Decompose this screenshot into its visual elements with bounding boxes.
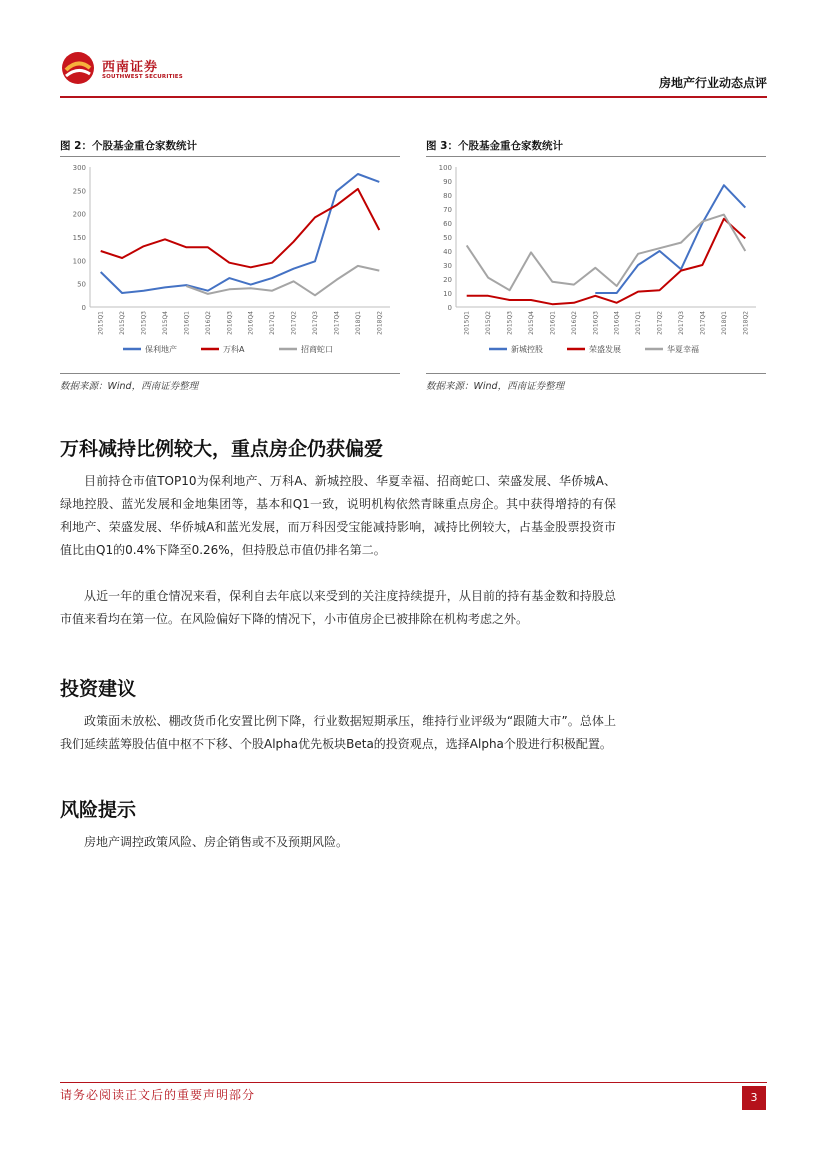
report-category-title: 房地产行业动态点评 — [658, 76, 767, 90]
x-tick-label: 2015Q4 — [528, 311, 535, 335]
paragraph-top10: 目前持仓市值TOP10为保利地产、万科A、新城控股、华夏幸福、招商蛇口、荣盛发展、华侨城A、绿地控股、蓝光发展和金地集团等，基本和Q1一致，说明机构依然青睐重点房企。其中获得增持的有保利地产、荣盛发展、华侨城A和蓝光发展，而万科因受宝能减持影响，减持比例较大，占基金股票投资市值比由Q1的0.4%下降至0.26%，但持股总市值仍排名第二。 — [60, 474, 616, 557]
x-tick-label: 2015Q2 — [485, 311, 493, 335]
series-line-3 — [186, 266, 379, 295]
header-divider — [60, 96, 767, 98]
y-tick-label: 300 — [72, 164, 86, 172]
paragraph-investment: 政策面未放松、棚改货币化安置比例下降，行业数据短期承压，维持行业评级为“跟随大市”。总体上我们延续蓝筹股估值中枢不下移、个股Alpha优先板块Beta的投资观点，选择Alpha个股进行积极配置。 — [60, 714, 616, 751]
x-tick-label: 2015Q3 — [140, 311, 148, 335]
x-tick-label: 2018Q2 — [742, 311, 750, 335]
disclaimer-notice: 请务必阅读正文后的重要声明部分 — [60, 1088, 256, 1102]
x-tick-label: 2016Q4 — [613, 311, 621, 335]
fund-holdings-chart-right — [426, 157, 766, 369]
y-tick-label: 0 — [81, 304, 86, 312]
figure-title: 图 2：个股基金重仓家数统计 — [60, 140, 197, 152]
y-tick-label: 50 — [77, 280, 86, 289]
y-tick-label: 20 — [443, 276, 452, 284]
x-tick-label: 2016Q2 — [570, 311, 578, 335]
legend-label-2: 荣盛发展 — [589, 345, 621, 354]
page-header — [60, 40, 767, 92]
footer-divider — [60, 1082, 767, 1083]
x-tick-label: 2017Q2 — [656, 311, 664, 335]
y-tick-label: 50 — [443, 234, 452, 242]
legend-label-1: 保利地产 — [145, 345, 177, 354]
x-tick-label: 2016Q1 — [549, 311, 557, 335]
figure-2 — [60, 138, 400, 392]
legend-label-3: 招商蛇口 — [301, 345, 333, 354]
x-tick-label: 2017Q4 — [699, 311, 707, 335]
x-tick-label: 2016Q3 — [226, 311, 234, 335]
legend-label-2: 万科A — [223, 345, 245, 354]
x-tick-label: 2015Q3 — [506, 311, 514, 335]
figure-source: 数据来源：Wind，西南证券整理 — [426, 381, 565, 392]
series-line-2 — [467, 219, 746, 304]
paragraph-poly: 从近一年的重仓情况来看，保利自去年底以来受到的关注度持续提升，从目前的持有基金数和持股总市值来看均在第一位。在风险偏好下降的情况下，小市值房企已被排除在机构考虑之外。 — [60, 589, 616, 626]
x-tick-label: 2016Q1 — [183, 311, 191, 335]
y-tick-label: 80 — [443, 192, 452, 200]
y-tick-label: 30 — [443, 262, 452, 270]
x-tick-label: 2017Q3 — [678, 311, 685, 335]
y-tick-label: 10 — [443, 290, 452, 298]
x-tick-label: 2018Q2 — [376, 311, 384, 335]
series-line-3 — [467, 215, 746, 291]
x-tick-label: 2017Q1 — [269, 311, 277, 335]
logo-english-name: SOUTHWEST SECURITIES — [102, 74, 183, 80]
x-tick-label: 2016Q4 — [247, 311, 255, 335]
section-heading-investment: 投资建议 — [60, 678, 137, 700]
y-tick-label: 0 — [447, 304, 452, 312]
y-tick-label: 250 — [72, 187, 86, 196]
x-tick-label: 2017Q4 — [333, 311, 341, 335]
y-tick-label: 60 — [443, 220, 452, 228]
x-tick-label: 2015Q1 — [463, 311, 471, 335]
figure-title: 图 3：个股基金重仓家数统计 — [426, 140, 563, 152]
y-tick-label: 70 — [443, 206, 452, 214]
figure-bottom-rule — [426, 373, 766, 374]
x-tick-label: 2015Q2 — [119, 311, 127, 335]
paragraph-risk: 房地产调控政策风险、房企销售或不及预期风险。 — [84, 835, 349, 849]
x-tick-label: 2017Q2 — [290, 311, 298, 335]
x-tick-label: 2015Q1 — [97, 311, 105, 335]
x-tick-label: 2016Q3 — [592, 311, 600, 335]
x-tick-label: 2018Q1 — [720, 311, 728, 335]
logo-chinese-name: 西南证券 — [102, 60, 159, 75]
logo-emblem-icon — [60, 50, 96, 86]
figure-3 — [426, 138, 766, 392]
legend-label-1: 新城控股 — [511, 345, 543, 354]
y-tick-label: 150 — [72, 234, 86, 242]
figure-source: 数据来源：Wind，西南证券整理 — [60, 381, 199, 392]
company-logo — [60, 48, 200, 88]
x-tick-label: 2018Q1 — [354, 311, 362, 335]
section-heading-risk: 风险提示 — [60, 799, 137, 821]
series-line-2 — [101, 189, 380, 267]
x-tick-label: 2015Q4 — [162, 311, 169, 335]
figure-bottom-rule — [60, 373, 400, 374]
y-tick-label: 100 — [438, 164, 452, 172]
y-tick-label: 100 — [72, 257, 86, 266]
y-tick-label: 200 — [72, 210, 86, 219]
series-line-1 — [101, 174, 380, 293]
x-tick-label: 2017Q1 — [635, 311, 643, 335]
fund-holdings-chart-left — [60, 157, 400, 369]
series-line-1 — [595, 185, 745, 293]
legend-label-3: 华夏幸福 — [667, 345, 699, 354]
y-tick-label: 90 — [443, 178, 452, 186]
x-tick-label: 2017Q3 — [312, 311, 319, 335]
page-number: 3 — [742, 1086, 766, 1110]
x-tick-label: 2016Q2 — [204, 311, 212, 335]
section-heading-vanke: 万科减持比例较大，重点房企仍获偏爱 — [60, 438, 384, 460]
y-tick-label: 40 — [443, 248, 452, 256]
